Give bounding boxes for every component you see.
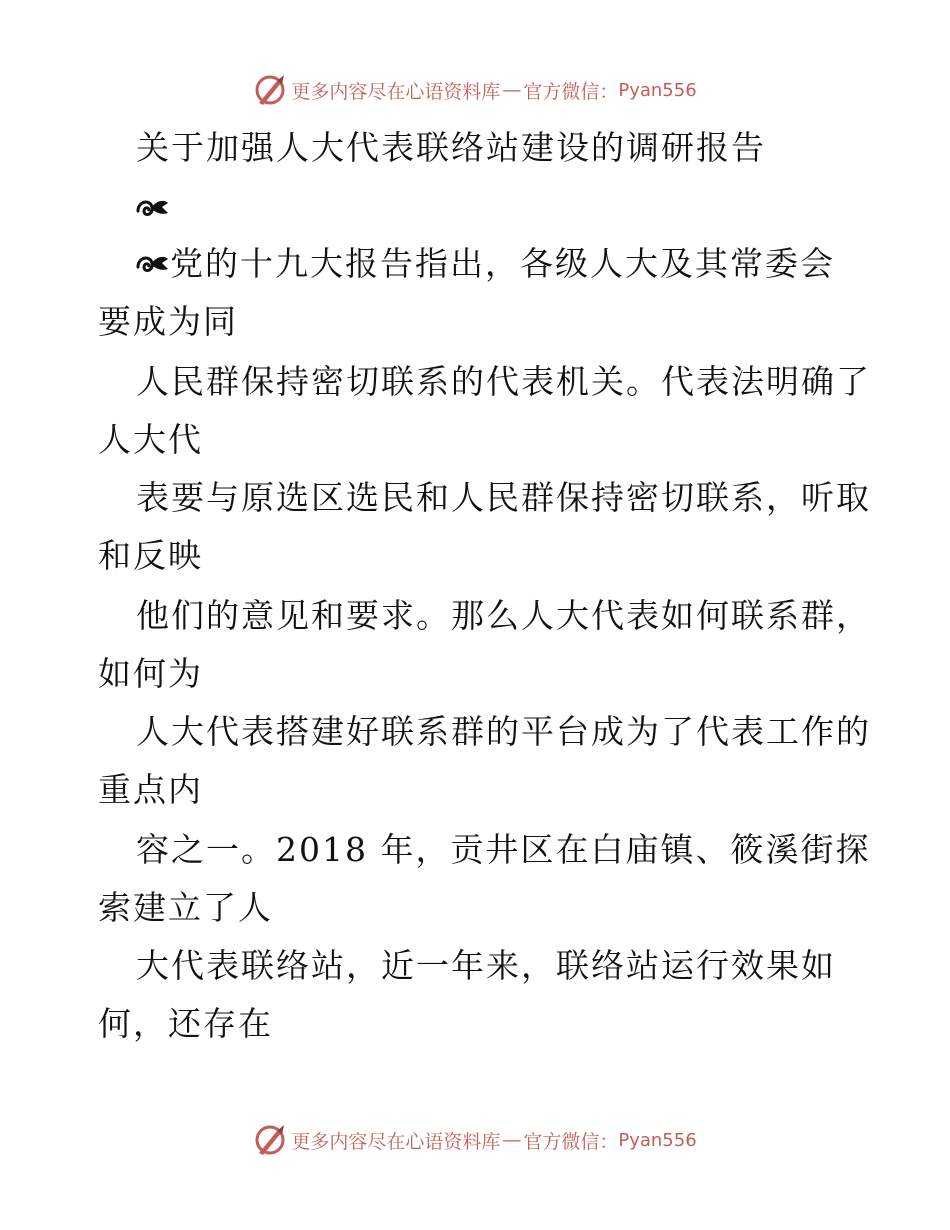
paragraph-line-7: 他们的意见和要求。那么人大代表如何联系群， (136, 596, 871, 635)
watermark-label: 官方微信： (523, 80, 619, 103)
fleuron-icon (136, 249, 170, 279)
paragraph-text: 党的十九大报告指出，各级人大及其常委会 (170, 244, 835, 283)
fleuron-icon (136, 193, 170, 223)
fleuron-line (136, 188, 170, 228)
paragraph-line-6: 和反映 (98, 536, 203, 575)
paragraph-line-10: 重点内 (98, 770, 203, 809)
paragraph-line-3: 人民群保持密切联系的代表机关。代表法明确了 (136, 362, 871, 401)
paragraph-line-1 (136, 244, 835, 284)
paragraph-line-2: 要成为同 (98, 302, 238, 341)
watermark-text: 更多内容尽在心语资料库 (291, 1130, 501, 1153)
paragraph-line-4: 人大代 (98, 420, 203, 459)
quill-seal-icon (253, 73, 287, 107)
watermark-label: 官方微信： (523, 1130, 619, 1153)
watermark-wechat-id: Pyan556 (618, 79, 697, 101)
paragraph-line-11: 容之一。2018 年，贡井区在白庙镇、筱溪街探 (136, 830, 871, 869)
document-title: 关于加强人大代表联络站建设的调研报告 (136, 128, 766, 167)
paragraph-line-9: 人大代表搭建好联系群的平台成为了代表工作的 (136, 712, 871, 751)
watermark-wechat-id: Pyan556 (618, 1129, 697, 1151)
paragraph-line-12: 索建立了人 (98, 888, 273, 927)
quill-seal-icon (253, 1123, 287, 1157)
watermark-dash: — (502, 79, 522, 101)
paragraph-line-13: 大代表联络站，近一年来，联络站运行效果如 (136, 946, 836, 985)
paragraph-line-5: 表要与原选区选民和人民群保持密切联系，听取 (136, 478, 871, 517)
footer-watermark (0, 1122, 950, 1158)
watermark-text: 更多内容尽在心语资料库 (291, 80, 501, 103)
watermark-dash: — (502, 1129, 522, 1151)
paragraph-line-14: 何，还存在 (98, 1004, 273, 1043)
header-watermark (0, 72, 950, 108)
paragraph-line-8: 如何为 (98, 654, 203, 693)
